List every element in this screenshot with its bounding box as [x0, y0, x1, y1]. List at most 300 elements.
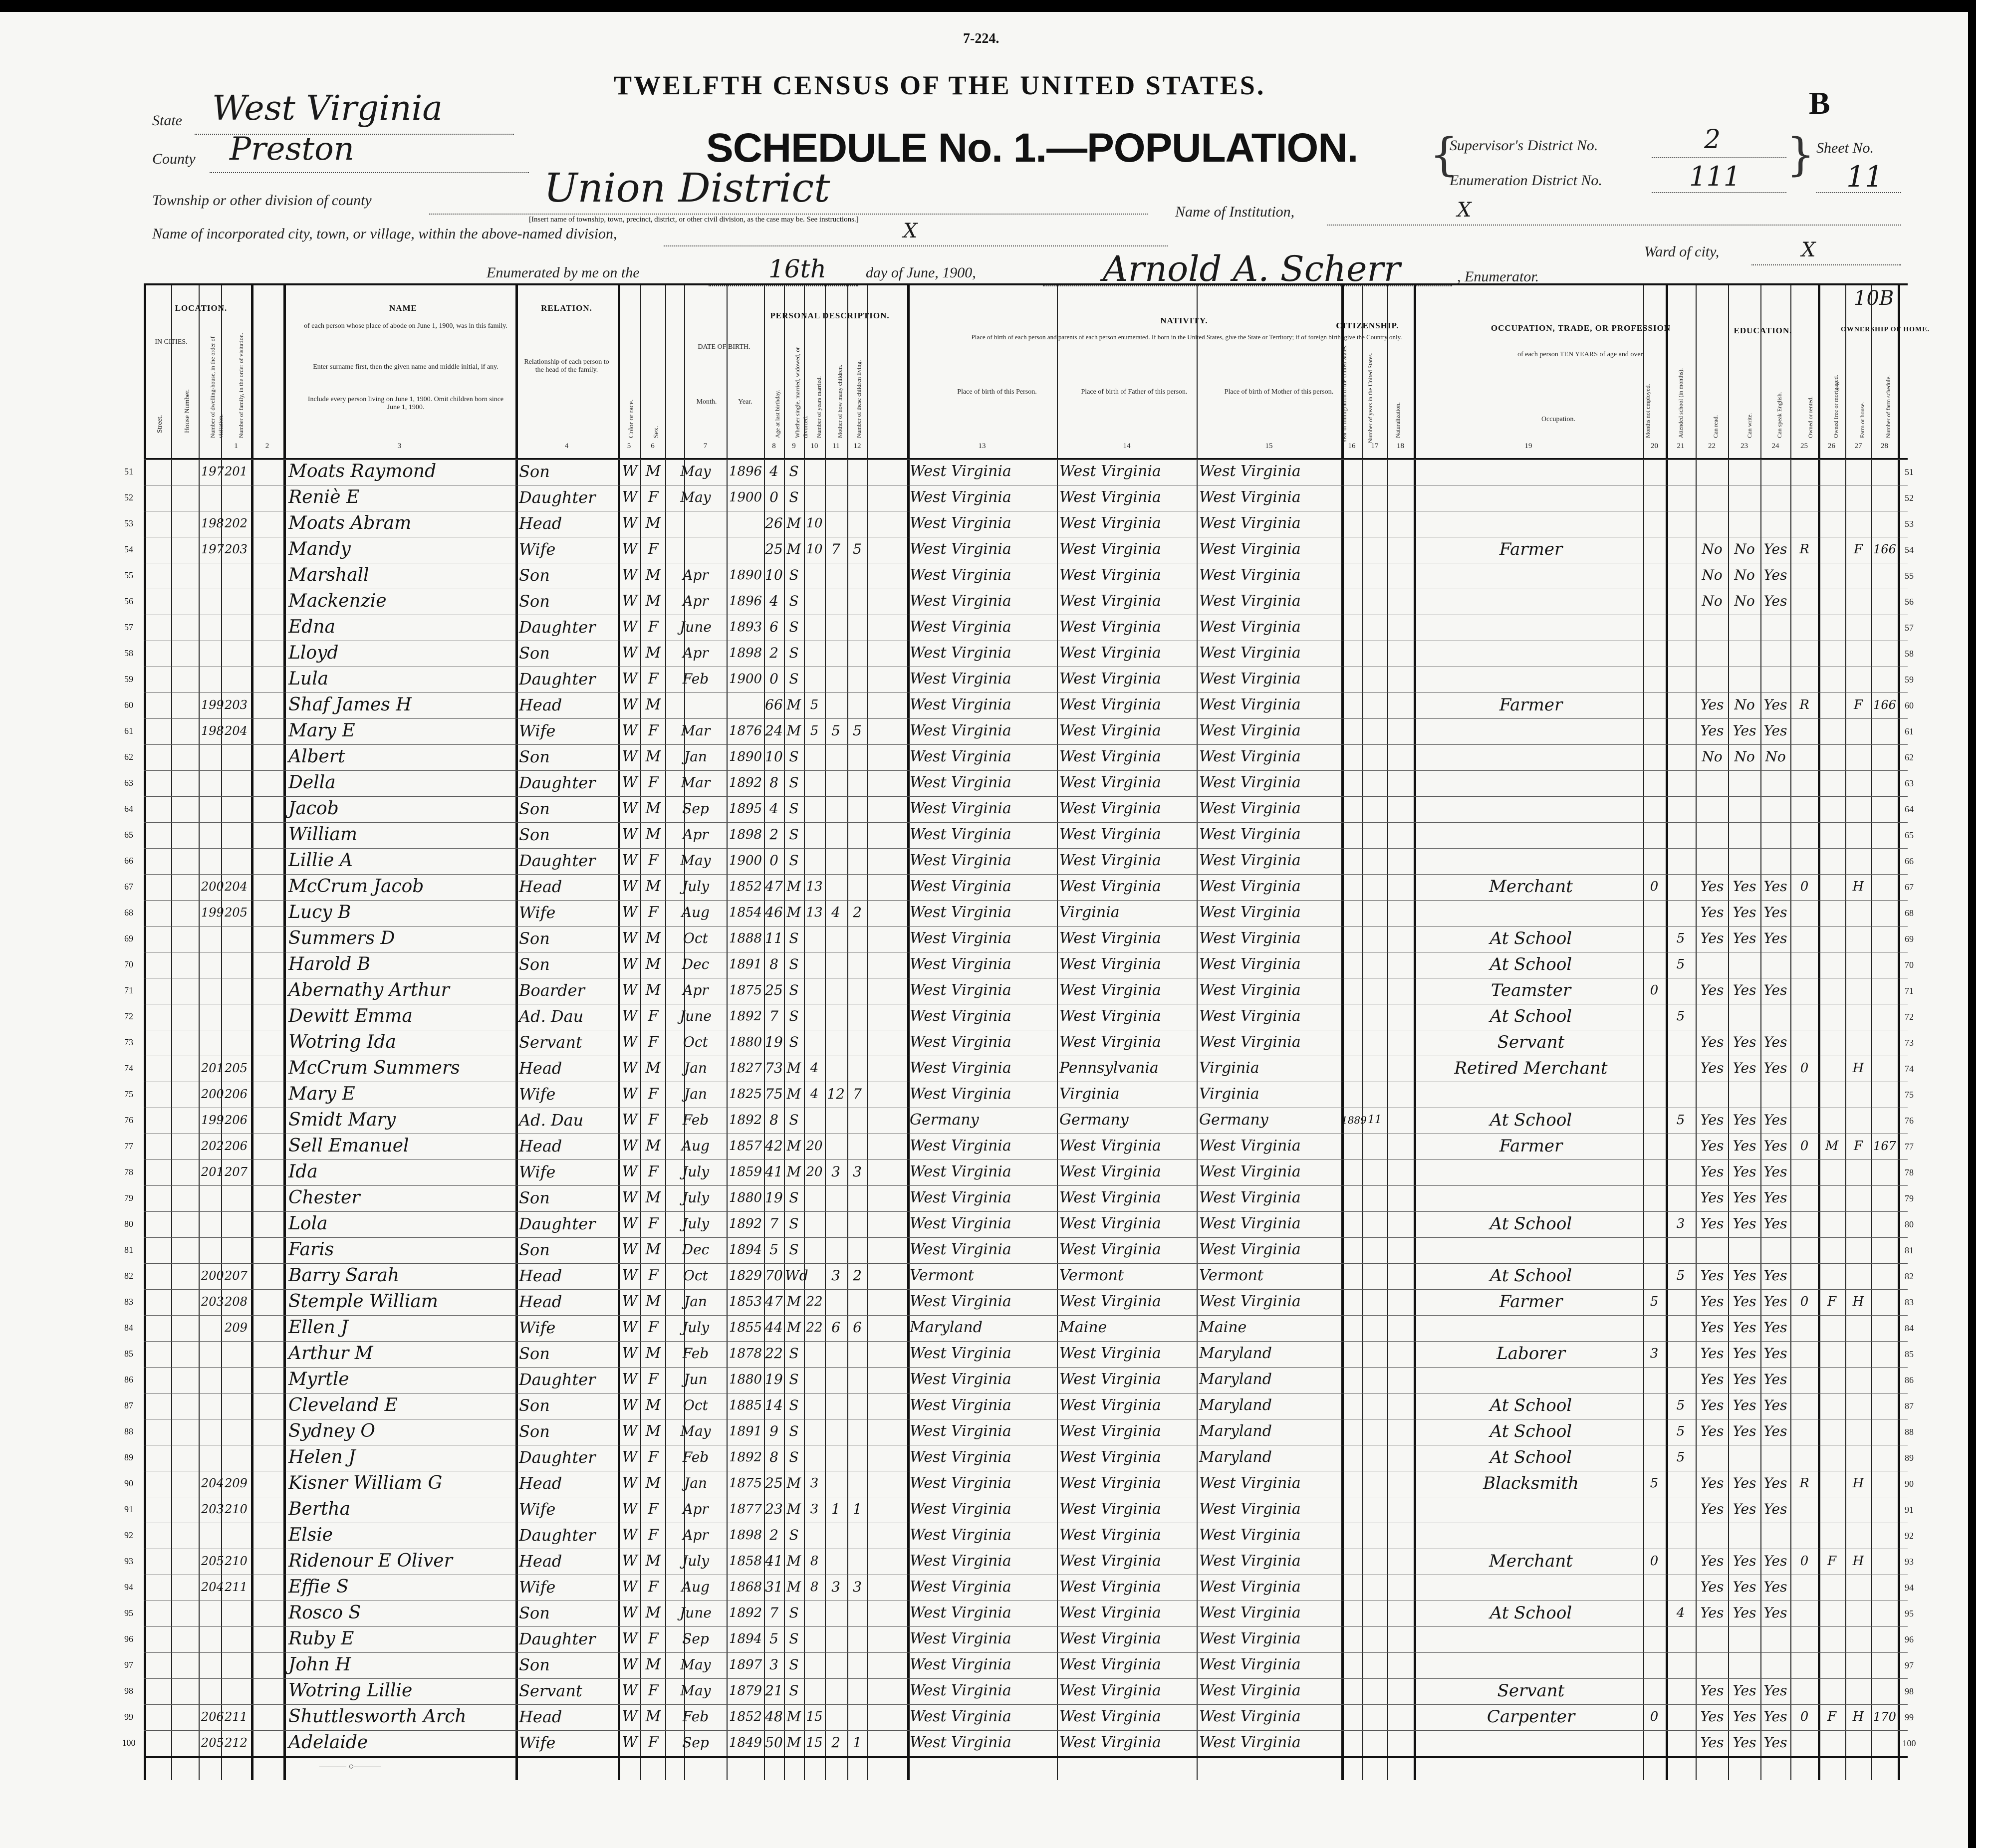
person-name: Lola [288, 1213, 328, 1234]
can-read: Yes [1700, 904, 1724, 921]
person-name: Ridenour E Oliver [288, 1551, 453, 1571]
margin-row-number: 61 [1905, 726, 1914, 736]
table-row [124, 693, 1908, 718]
birthplace-father: West Virginia [1059, 800, 1161, 817]
ward-value: X [1801, 238, 1816, 261]
relation: Daughter [519, 851, 596, 870]
can-speak: Yes [1763, 1345, 1787, 1362]
relation: Son [519, 1655, 550, 1674]
person-name: Della [288, 772, 336, 793]
dwelling-number: 198 [201, 516, 224, 530]
birth-month: Feb [682, 1449, 709, 1465]
mother-of: 2 [831, 1734, 840, 1751]
birthplace-father: West Virginia [1059, 981, 1161, 999]
family-number: 204 [225, 724, 248, 738]
color: W [622, 1241, 638, 1258]
birth-month: May [680, 852, 711, 869]
person-name: Abernathy Arthur [288, 980, 450, 1000]
birthplace-father: West Virginia [1059, 696, 1161, 713]
age: 4 [769, 463, 778, 479]
can-write: Yes [1733, 1267, 1756, 1284]
person-name: McCrum Summers [288, 1058, 460, 1078]
birthplace-father: West Virginia [1059, 1189, 1161, 1206]
color: W [622, 1656, 638, 1673]
column-number: 19 [1524, 442, 1532, 450]
person-name: Lillie A [288, 850, 353, 871]
birth-month: Sep [682, 1630, 709, 1647]
birth-month: Apr [683, 593, 709, 609]
birthplace-mother: West Virginia [1199, 774, 1301, 791]
margin-row-number: 55 [1905, 571, 1914, 581]
age: 0 [769, 671, 778, 687]
relation: Ad. Dau [519, 1007, 584, 1026]
birthplace-father: West Virginia [1059, 1137, 1161, 1155]
marital: M [786, 1579, 801, 1595]
color: W [622, 1111, 638, 1129]
can-read: Yes [1700, 1734, 1724, 1751]
column-number: 21 [1677, 442, 1685, 450]
marital: S [789, 567, 799, 583]
margin-row-number: 81 [1905, 1245, 1914, 1255]
occupation: At School [1490, 1006, 1572, 1026]
years-married: 8 [810, 1580, 819, 1595]
row-number: 77 [124, 1141, 133, 1151]
row-number: 60 [124, 700, 133, 710]
family-number: 204 [225, 880, 248, 894]
head-dwelling: Number of dwelling-house, in the order of visitation. [209, 336, 224, 438]
can-write: No [1734, 748, 1755, 765]
can-read: Yes [1700, 696, 1724, 713]
sex: M [645, 748, 661, 765]
sheet-letter: B [1809, 85, 1832, 121]
sex: M [645, 1474, 661, 1492]
margin-row-number: 97 [1905, 1660, 1914, 1670]
birth-month: Jan [684, 748, 707, 765]
birth-month: May [680, 1656, 711, 1673]
children-living: 2 [853, 1267, 862, 1284]
row-number: 59 [124, 674, 133, 684]
sex: M [645, 955, 661, 973]
row-number: 51 [124, 466, 133, 476]
can-read: Yes [1700, 1034, 1724, 1050]
birth-month: Feb [682, 1345, 709, 1362]
sex: M [645, 981, 661, 999]
marital: S [789, 463, 799, 479]
birthplace-father: West Virginia [1059, 1526, 1161, 1544]
dwelling-number: 203 [201, 1295, 224, 1309]
can-read: Yes [1700, 1293, 1724, 1310]
color: W [622, 1474, 638, 1492]
person-name: Chester [288, 1187, 360, 1208]
table-row [124, 1211, 1908, 1237]
group-ownership: OWNERSHIP OF HOME. [1840, 326, 1930, 333]
occupation: Laborer [1496, 1344, 1565, 1364]
margin-row-number: 73 [1905, 1038, 1914, 1048]
row-number: 92 [124, 1530, 133, 1540]
birth-year: 1892 [729, 1450, 762, 1465]
birthplace-person: West Virginia [910, 981, 1011, 999]
can-speak: Yes [1763, 1605, 1787, 1621]
column-number: 24 [1771, 442, 1779, 450]
marital: M [786, 1708, 801, 1725]
children-living: 5 [853, 722, 862, 739]
table-row [124, 1185, 1908, 1211]
birthplace-mother: West Virginia [1199, 1500, 1301, 1518]
birth-month: Jan [684, 1086, 707, 1102]
birthplace-father: West Virginia [1059, 1448, 1161, 1466]
birthplace-mother: Maryland [1199, 1422, 1272, 1440]
row-number: 86 [124, 1375, 133, 1385]
sex: F [648, 1500, 659, 1518]
sex: M [645, 929, 661, 947]
form-number: 7-224. [963, 31, 999, 46]
relation: Head [519, 1266, 562, 1285]
attended-school: 5 [1676, 931, 1685, 946]
birth-year: 1894 [729, 1631, 762, 1646]
margin-row-number: 100 [1902, 1738, 1916, 1748]
person-name: Rosco S [288, 1603, 361, 1623]
birthplace-mother: West Virginia [1199, 1033, 1301, 1051]
birthplace-person: West Virginia [910, 488, 1011, 506]
birth-year: 1898 [729, 646, 762, 661]
family-number: 207 [225, 1269, 248, 1283]
owned-rented: 0 [1800, 1554, 1809, 1569]
birthplace-person: West Virginia [910, 1163, 1011, 1180]
margin-row-number: 63 [1905, 778, 1914, 788]
can-speak: Yes [1763, 1319, 1787, 1336]
color: W [622, 1085, 638, 1103]
birth-year: 1896 [729, 464, 762, 479]
head-occupation: Occupation. [1541, 416, 1576, 423]
years-married: 4 [810, 1061, 819, 1076]
birthplace-father: Germany [1059, 1111, 1129, 1129]
birth-month: July [682, 1215, 710, 1232]
table-row [124, 1471, 1908, 1497]
marital: M [786, 722, 801, 739]
person-name: Summers D [288, 928, 395, 948]
marital: M [786, 1501, 801, 1517]
birth-year: 1891 [729, 957, 762, 972]
margin-row-number: 59 [1905, 675, 1914, 685]
owned-rented: R [1799, 542, 1809, 557]
sex: F [648, 1734, 659, 1751]
attended-school: 5 [1676, 1268, 1685, 1283]
can-read: No [1702, 541, 1723, 557]
birthplace-father: West Virginia [1059, 1734, 1161, 1751]
can-write: Yes [1733, 1345, 1756, 1362]
color: W [622, 1578, 638, 1596]
relation: Daughter [519, 488, 596, 507]
can-read: Yes [1700, 930, 1724, 946]
years-married: 22 [806, 1320, 823, 1335]
birthplace-father: West Virginia [1059, 644, 1161, 662]
birth-year: 1880 [729, 1372, 762, 1387]
table-row [124, 1523, 1908, 1549]
years-married: 20 [806, 1164, 823, 1179]
farm-house: H [1852, 879, 1864, 894]
age: 41 [765, 1163, 783, 1180]
margin-row-number: 89 [1905, 1453, 1914, 1463]
birthplace-person: West Virginia [910, 1448, 1011, 1466]
can-write: Yes [1733, 1319, 1756, 1336]
age: 50 [765, 1734, 783, 1751]
age: 10 [765, 748, 783, 765]
birthplace-person: West Virginia [910, 1474, 1011, 1492]
head-years-in-us: Number of years in the United States. [1367, 353, 1374, 443]
head-date-of-birth: DATE OF BIRTH. [698, 343, 750, 351]
free-mortgaged: F [1827, 1294, 1837, 1309]
sheet-no-value: 11 [1846, 160, 1883, 194]
relation: Head [519, 1707, 562, 1726]
birthplace-father: West Virginia [1059, 1630, 1161, 1647]
column-number: 12 [853, 442, 861, 450]
margin-row-number: 85 [1905, 1349, 1914, 1359]
row-number: 56 [124, 596, 133, 606]
person-name: John H [288, 1654, 351, 1675]
marital: M [786, 1475, 801, 1491]
margin-row-number: 79 [1905, 1193, 1914, 1203]
can-speak: Yes [1763, 722, 1787, 739]
table-row [124, 485, 1908, 511]
color: W [622, 1319, 638, 1336]
head-sex: Sex. [653, 426, 660, 438]
margin-row-number: 54 [1905, 545, 1914, 555]
birthplace-mother: West Virginia [1199, 1682, 1301, 1699]
row-number: 58 [124, 648, 133, 658]
relation: Ad. Dau [519, 1111, 584, 1130]
birthplace-father: West Virginia [1059, 566, 1161, 584]
age: 19 [765, 1371, 783, 1387]
birth-year: 1877 [729, 1502, 762, 1517]
can-speak: Yes [1763, 696, 1787, 713]
person-name: Dewitt Emma [288, 1006, 413, 1026]
age: 66 [765, 696, 783, 713]
family-number: 206 [225, 1139, 248, 1153]
person-name: McCrum Jacob [288, 876, 424, 897]
birth-year: 1852 [729, 879, 762, 894]
row-number: 61 [124, 726, 133, 736]
occupation: At School [1490, 1421, 1572, 1441]
birthplace-mother: West Virginia [1199, 1630, 1301, 1647]
years-married: 20 [806, 1139, 823, 1154]
birthplace-person: West Virginia [910, 1630, 1011, 1647]
relation: Wife [519, 1733, 556, 1752]
birth-month: July [682, 1319, 710, 1336]
color: W [622, 748, 638, 765]
person-name: Arthur M [288, 1343, 373, 1364]
head-birth-person: Place of birth of this Person. [957, 388, 1037, 396]
person-name: Bertha [288, 1499, 351, 1519]
age: 47 [765, 1293, 783, 1310]
years-married: 5 [810, 697, 819, 712]
column-number: 7 [703, 442, 708, 450]
sex: F [648, 1578, 659, 1596]
margin-row-number: 70 [1905, 960, 1914, 970]
birthplace-mother: West Virginia [1199, 1656, 1301, 1673]
sex: F [648, 488, 659, 506]
row-number: 64 [124, 804, 133, 814]
occupation: Servant [1497, 1681, 1565, 1701]
age: 7 [769, 1605, 778, 1621]
birth-year: 1888 [729, 931, 762, 946]
marital: M [786, 696, 801, 713]
can-write: Yes [1733, 1475, 1756, 1491]
attended-school: 4 [1676, 1606, 1685, 1620]
dwelling-number: 200 [201, 1087, 224, 1101]
dwelling-number: 205 [201, 1736, 224, 1750]
birth-year: 1885 [729, 1398, 762, 1413]
occupation: At School [1490, 928, 1572, 948]
relation: Son [519, 955, 550, 974]
free-mortgaged: F [1827, 1554, 1837, 1569]
owned-rented: 0 [1800, 1294, 1809, 1309]
children-living: 6 [853, 1319, 862, 1336]
can-speak: Yes [1763, 1397, 1787, 1413]
row-number: 65 [124, 830, 133, 840]
margin-row-number: 80 [1905, 1219, 1914, 1229]
marital: S [789, 1345, 799, 1362]
marital: S [789, 1449, 799, 1465]
family-number: 206 [225, 1113, 248, 1127]
relation: Daughter [519, 1526, 596, 1545]
relation: Daughter [519, 1629, 596, 1648]
months-unemployed: 0 [1650, 1709, 1659, 1724]
birth-year: 1891 [729, 1424, 762, 1439]
age: 11 [765, 930, 783, 946]
birthplace-mother: West Virginia [1199, 1474, 1301, 1492]
group-personal: PERSONAL DESCRIPTION. [770, 311, 890, 320]
dwelling-number: 201 [201, 1165, 224, 1179]
children-living: 3 [853, 1163, 862, 1180]
person-name: Reniè E [288, 487, 360, 507]
birth-year: 1854 [729, 905, 762, 920]
age: 42 [765, 1138, 783, 1154]
row-number: 99 [124, 1712, 133, 1722]
birthplace-father: West Virginia [1059, 1007, 1161, 1025]
sex: F [648, 1371, 659, 1388]
dwelling-number: 205 [201, 1554, 224, 1568]
county-value: Preston [230, 131, 354, 168]
owned-rented: 0 [1800, 1139, 1809, 1154]
birthplace-person: Maryland [910, 1319, 983, 1336]
years-married: 22 [806, 1294, 823, 1309]
birth-year: 1859 [729, 1164, 762, 1179]
birth-year: 1849 [729, 1735, 762, 1750]
birthplace-mother: West Virginia [1199, 696, 1301, 713]
table-row [124, 1030, 1908, 1056]
birth-year: 1825 [729, 1087, 762, 1102]
color: W [622, 878, 638, 895]
can-write: Yes [1733, 982, 1756, 998]
age: 25 [765, 541, 783, 557]
age: 31 [765, 1579, 783, 1595]
birthplace-person: West Virginia [910, 955, 1011, 973]
owned-rented: 0 [1800, 1061, 1809, 1076]
can-write: Yes [1733, 1034, 1756, 1050]
birthplace-person: West Virginia [910, 1526, 1011, 1544]
birthplace-father: West Virginia [1059, 488, 1161, 506]
relation: Daughter [519, 773, 596, 792]
occupation: At School [1490, 1603, 1572, 1623]
head-birth-mother: Place of birth of Mother of this person. [1224, 388, 1334, 396]
enumerated-rest: day of June, 1900, [866, 264, 976, 281]
birthplace-person: West Virginia [910, 904, 1011, 921]
birthplace-mother: West Virginia [1199, 1215, 1301, 1232]
farm-house: H [1852, 1554, 1864, 1569]
color: W [622, 1345, 638, 1362]
mother-of: 3 [831, 1579, 840, 1595]
birth-year: 1900 [729, 853, 762, 868]
months-unemployed: 0 [1650, 1554, 1659, 1569]
person-name: Ida [288, 1161, 318, 1182]
can-read: Yes [1700, 1267, 1724, 1284]
family-number: 209 [225, 1476, 248, 1490]
birthplace-mother: West Virginia [1199, 955, 1301, 973]
age: 23 [765, 1501, 783, 1517]
table-row [124, 978, 1908, 1004]
margin-row-number: 66 [1905, 856, 1914, 866]
age: 24 [765, 722, 783, 739]
can-speak: Yes [1763, 1138, 1787, 1154]
can-read: Yes [1700, 1605, 1724, 1621]
birthplace-person: West Virginia [910, 1656, 1011, 1673]
margin-row-number: 82 [1905, 1271, 1914, 1281]
margin-row-number: 84 [1905, 1323, 1914, 1333]
birth-year: 1898 [729, 827, 762, 842]
birth-month: May [680, 463, 711, 479]
person-name: Wotring Lillie [288, 1680, 413, 1701]
occupation: Merchant [1489, 877, 1573, 897]
table-row [124, 744, 1908, 770]
head-year: Year. [738, 398, 752, 406]
head-color: Color or race. [628, 399, 635, 438]
head-children-living: Number of these children living. [855, 360, 862, 438]
birth-month: Apr [683, 567, 709, 583]
dwelling-number: 204 [201, 1580, 224, 1594]
birthplace-mother: West Virginia [1199, 566, 1301, 584]
color: W [622, 929, 638, 947]
row-number: 100 [122, 1738, 136, 1748]
birth-month: Apr [683, 1527, 709, 1543]
sex: M [645, 1241, 661, 1258]
mother-of: 1 [831, 1501, 840, 1517]
column-number: 1 [234, 442, 238, 450]
marital: M [786, 1553, 801, 1569]
marital: S [789, 619, 799, 635]
city-value: X [903, 220, 918, 242]
marital: M [786, 1138, 801, 1154]
table-row [124, 1601, 1908, 1626]
birth-year: 1900 [729, 490, 762, 505]
birthplace-father: West Virginia [1059, 1241, 1161, 1258]
dwelling-number: 200 [201, 880, 224, 894]
margin-row-number: 99 [1905, 1712, 1914, 1722]
sex: M [645, 1059, 661, 1077]
sex: M [645, 1708, 661, 1725]
sex: F [648, 774, 659, 791]
birthplace-mother: West Virginia [1199, 540, 1301, 558]
can-speak: Yes [1763, 930, 1787, 946]
can-read: Yes [1700, 1215, 1724, 1232]
birthplace-father: West Virginia [1059, 1163, 1161, 1180]
person-name: Wotring Ida [288, 1032, 396, 1052]
birthplace-father: West Virginia [1059, 1474, 1161, 1492]
can-speak: Yes [1763, 1734, 1787, 1751]
relation: Daughter [519, 1214, 596, 1233]
margin-row-number: 60 [1905, 700, 1914, 710]
age: 75 [765, 1086, 783, 1102]
table-row [124, 926, 1908, 952]
